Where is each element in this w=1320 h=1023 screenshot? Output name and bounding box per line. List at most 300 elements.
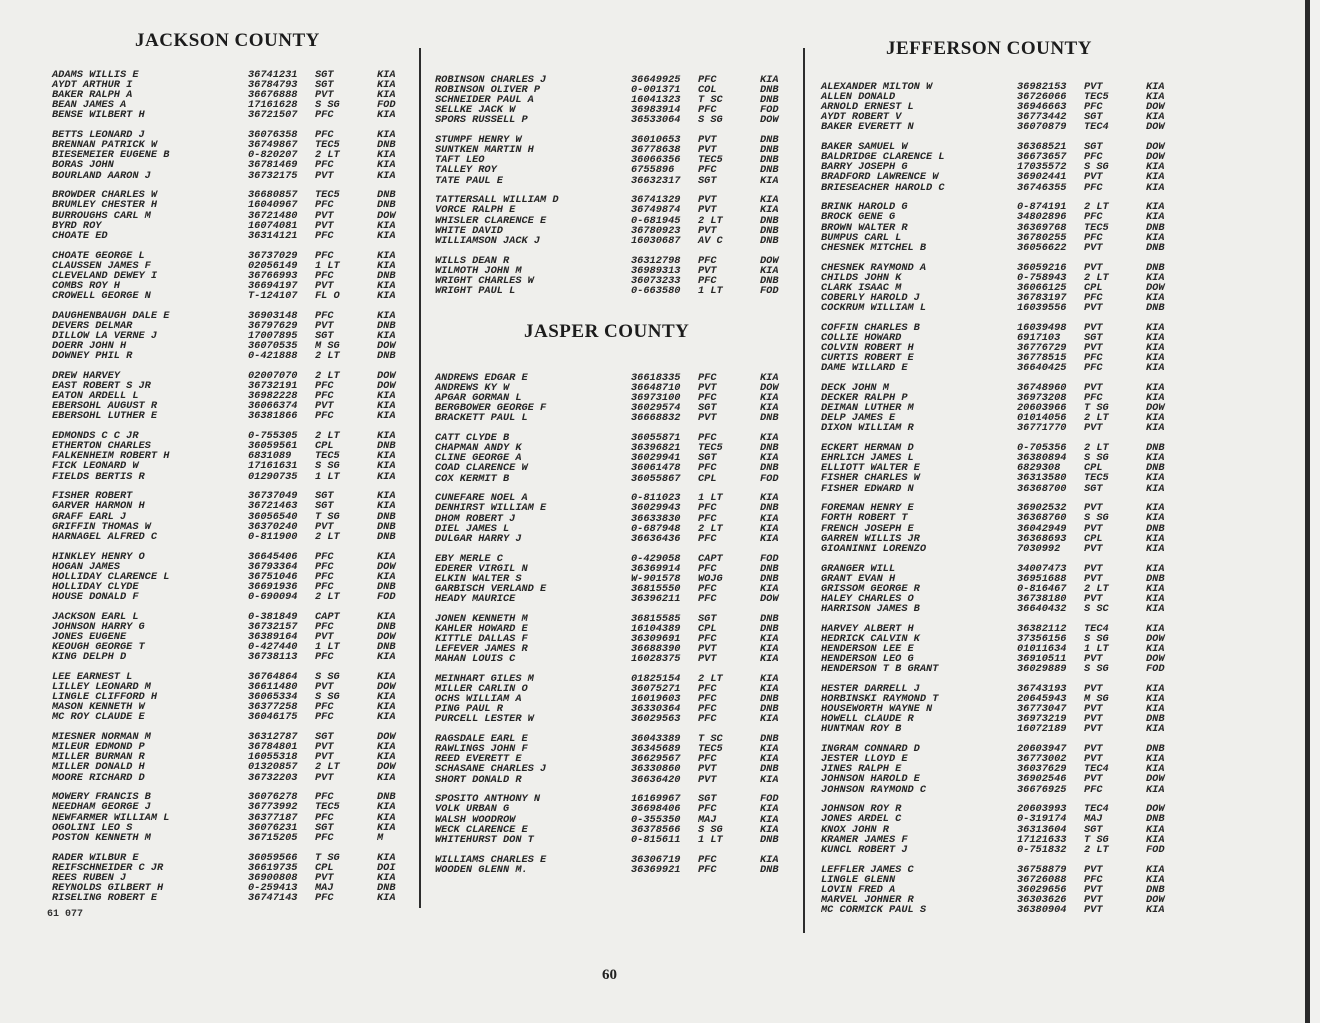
- status: KIA: [760, 372, 779, 384]
- status: DOW: [1146, 281, 1165, 294]
- status: KIA: [1146, 873, 1165, 886]
- status: DNB: [377, 881, 396, 894]
- rank: S SG: [315, 460, 340, 473]
- rank: PFC: [698, 863, 717, 876]
- soldier-name: SPORS RUSSELL P: [435, 114, 528, 127]
- status: KIA: [1146, 693, 1165, 706]
- serial-number: 36648710: [631, 382, 681, 395]
- soldier-name: KAHLER HOWARD E: [435, 622, 528, 635]
- rank: PVT: [1084, 341, 1103, 354]
- soldier-name: MILLER BURMAN R: [52, 751, 145, 764]
- soldier-name: HOLLIDAY CLYDE: [52, 580, 139, 593]
- rank: S SG: [1084, 161, 1109, 174]
- rank: S SG: [1084, 512, 1109, 525]
- rank: PFC: [315, 390, 334, 403]
- status: DNB: [1146, 221, 1165, 234]
- soldier-name: REES RUBEN J: [52, 871, 127, 884]
- serial-number: 36059561: [248, 440, 298, 453]
- serial-number: T-124107: [248, 289, 298, 302]
- serial-number: 36065334: [248, 691, 298, 704]
- rank: SGT: [698, 174, 717, 187]
- soldier-name: COX KERMIT B: [435, 472, 510, 485]
- soldier-name: DAME WILLARD E: [821, 362, 908, 375]
- rank: PFC: [698, 462, 717, 475]
- soldier-name: MILEUR EDMOND P: [52, 741, 145, 754]
- status: DOW: [760, 254, 779, 267]
- status: DOW: [377, 681, 396, 694]
- serial-number: 36778515: [1017, 352, 1067, 365]
- soldier-name: FIELDS BERTIS R: [52, 470, 145, 483]
- soldier-name: CHAPMAN ANDY K: [435, 442, 522, 455]
- serial-number: 0-663580: [631, 284, 681, 297]
- rank: PVT: [1084, 893, 1103, 906]
- soldier-name: DILLOW LA VERNE J: [52, 329, 158, 342]
- serial-number: 17161631: [248, 460, 298, 473]
- soldier-name: MC CORMICK PAUL S: [821, 903, 927, 916]
- rank: 2 LT: [315, 149, 340, 162]
- status: DNB: [1146, 301, 1165, 314]
- serial-number: 36738113: [248, 651, 298, 664]
- serial-number: 36766993: [248, 269, 298, 282]
- status: KIA: [1146, 703, 1165, 716]
- soldier-name: RISELING ROBERT E: [52, 891, 158, 904]
- soldier-name: JONES EUGENE: [52, 630, 127, 643]
- status: KIA: [760, 264, 779, 277]
- rank: PFC: [1084, 352, 1103, 365]
- serial-number: 36815550: [631, 582, 681, 595]
- serial-number: 36059216: [1017, 261, 1067, 274]
- status: DNB: [760, 703, 779, 716]
- status: KIA: [760, 632, 779, 645]
- rank: PFC: [1084, 181, 1103, 194]
- status: KIA: [377, 430, 396, 443]
- serial-number: 01011634: [1017, 642, 1067, 655]
- rank: PFC: [315, 711, 334, 724]
- serial-number: 36029889: [1017, 663, 1067, 676]
- soldier-name: BRADFORD LAWRENCE W: [821, 171, 939, 184]
- status: KIA: [1146, 642, 1165, 655]
- status: DNB: [760, 733, 779, 746]
- serial-number: 16039498: [1017, 321, 1067, 334]
- rank: PFC: [315, 620, 334, 633]
- rank: PVT: [1084, 683, 1103, 695]
- rank: PFC: [315, 580, 334, 593]
- rank: PFC: [698, 74, 717, 86]
- soldier-name: ETHERTON CHARLES: [52, 440, 151, 453]
- status: DNB: [1146, 462, 1165, 475]
- serial-number: 36784801: [248, 741, 298, 754]
- serial-number: 36632317: [631, 174, 681, 187]
- status: KIA: [760, 512, 779, 525]
- rank: PFC: [698, 693, 717, 706]
- status: DNB: [377, 350, 396, 363]
- rank: PFC: [698, 532, 717, 545]
- rank: TEC4: [1084, 763, 1109, 776]
- soldier-name: CATT CLYDE B: [435, 432, 510, 445]
- rank: PFC: [315, 410, 334, 423]
- rank: PVT: [1084, 773, 1103, 786]
- status: DNB: [760, 622, 779, 635]
- status: KIA: [377, 851, 396, 864]
- status: DOW: [1146, 402, 1165, 415]
- serial-number: 36611480: [248, 681, 298, 694]
- soldier-name: CLEVELAND DEWEY I: [52, 269, 158, 282]
- rank: PFC: [1084, 211, 1103, 224]
- serial-number: 36773047: [1017, 703, 1067, 716]
- serial-number: 36732175: [248, 169, 298, 182]
- soldier-name: COFFIN CHARLES B: [821, 321, 920, 334]
- status: FOD: [760, 552, 779, 565]
- status: DOW: [1146, 893, 1165, 906]
- serial-number: 36668832: [631, 412, 681, 425]
- serial-number: 36698406: [631, 803, 681, 816]
- status: KIA: [760, 813, 779, 826]
- rank: PVT: [1084, 562, 1103, 575]
- serial-number: 16104389: [631, 622, 681, 635]
- rank: PVT: [315, 279, 334, 292]
- soldier-name: EBY MERLE C: [435, 552, 503, 565]
- soldier-name: CHILDS JOHN K: [821, 271, 902, 284]
- soldier-name: WILLIAMSON JACK J: [435, 234, 541, 247]
- serial-number: 02056149: [248, 259, 298, 272]
- soldier-name: CHOATE GEORGE L: [52, 249, 145, 262]
- status: DNB: [760, 134, 779, 147]
- soldier-name: WRIGHT CHARLES W: [435, 274, 534, 287]
- status: KIA: [1146, 422, 1165, 435]
- status: DOW: [1146, 653, 1165, 666]
- soldier-name: MAHAN LOUIS C: [435, 653, 516, 666]
- soldier-name: COCKRUM WILLIAM L: [821, 301, 927, 314]
- rank: PVT: [315, 219, 334, 232]
- serial-number: 16055318: [248, 751, 298, 764]
- soldier-name: BEAN JAMES A: [52, 99, 127, 112]
- serial-number: 36010653: [631, 134, 681, 147]
- serial-number: 36029656: [1017, 883, 1067, 896]
- serial-number: 36640425: [1017, 362, 1067, 375]
- status: KIA: [377, 671, 396, 683]
- serial-number: 36618335: [631, 372, 681, 384]
- serial-number: 36758879: [1017, 863, 1067, 876]
- soldier-name: EBERSOHL LUTHER E: [52, 410, 158, 423]
- rank: SGT: [315, 731, 334, 744]
- serial-number: 36973219: [1017, 713, 1067, 726]
- soldier-name: SHORT DONALD R: [435, 773, 522, 786]
- rank: S SG: [1084, 452, 1109, 465]
- rank: 2 LT: [1084, 582, 1109, 595]
- status: DOW: [760, 114, 779, 127]
- rank: PVT: [1084, 743, 1103, 756]
- soldier-name: MOORE RICHARD D: [52, 771, 145, 784]
- rank: SGT: [315, 329, 334, 342]
- status: KIA: [377, 741, 396, 754]
- rank: CPL: [1084, 281, 1103, 294]
- soldier-name: AYDT ARTHUR I: [52, 79, 133, 92]
- serial-number: 36056622: [1017, 241, 1067, 254]
- soldier-name: ECKERT HERMAN D: [821, 442, 914, 455]
- rank: PFC: [1084, 783, 1103, 796]
- status: KIA: [377, 871, 396, 884]
- status: DNB: [377, 791, 396, 804]
- serial-number: 36902532: [1017, 502, 1067, 515]
- serial-number: 36797629: [248, 319, 298, 332]
- rank: CAPT: [698, 552, 723, 565]
- soldier-name: REYNOLDS GILBERT H: [52, 881, 164, 894]
- status: DNB: [760, 164, 779, 177]
- rank: 2 LT: [698, 673, 723, 685]
- soldier-name: HENDERSON LEE E: [821, 642, 914, 655]
- status: KIA: [760, 653, 779, 666]
- soldier-name: LILLEY LEONARD M: [52, 681, 151, 694]
- soldier-name: JESTER LLOYD E: [821, 753, 908, 766]
- soldier-name: VORCE RALPH E: [435, 204, 516, 217]
- status: KIA: [1146, 452, 1165, 465]
- rank: PFC: [1084, 151, 1103, 164]
- soldier-name: BALDRIDGE CLARENCE L: [821, 151, 945, 164]
- soldier-name: BRUMLEY CHESTER H: [52, 199, 158, 212]
- soldier-name: BROWN WALTER R: [821, 221, 908, 234]
- soldier-name: BERGBOWER GEORGE F: [435, 402, 547, 415]
- status: DNB: [377, 580, 396, 593]
- soldier-name: GRANT EVAN H: [821, 572, 896, 585]
- serial-number: 36676888: [248, 89, 298, 102]
- serial-number: W-901578: [631, 572, 681, 585]
- soldier-name: TATE PAUL E: [435, 174, 503, 187]
- serial-number: 36636436: [631, 532, 681, 545]
- rank: 1 LT: [315, 259, 340, 272]
- soldier-name: WECK CLARENCE E: [435, 823, 528, 836]
- serial-number: 36903148: [248, 309, 298, 322]
- status: KIA: [760, 492, 779, 505]
- soldier-name: ROBINSON OLIVER P: [435, 84, 541, 97]
- soldier-name: RAWLINGS JOHN F: [435, 743, 528, 756]
- soldier-name: CROWELL GEORGE N: [52, 289, 151, 302]
- serial-number: 36061478: [631, 462, 681, 475]
- serial-number: 36910511: [1017, 653, 1067, 666]
- serial-number: 36737049: [248, 490, 298, 503]
- serial-number: 36368760: [1017, 512, 1067, 525]
- serial-number: 36793364: [248, 560, 298, 573]
- rank: PFC: [1084, 231, 1103, 244]
- serial-number: 36636420: [631, 773, 681, 786]
- serial-number: 37356156: [1017, 632, 1067, 645]
- serial-number: 36721507: [248, 109, 298, 122]
- soldier-name: LINGLE CLIFFORD H: [52, 691, 158, 704]
- status: KIA: [760, 532, 779, 545]
- rank: CPL: [1084, 462, 1103, 475]
- rank: PVT: [315, 741, 334, 754]
- status: DNB: [377, 319, 396, 332]
- status: DNB: [760, 763, 779, 776]
- jefferson-county-title: JEFFERSON COUNTY: [886, 38, 1092, 59]
- rank: TEC4: [1084, 622, 1109, 635]
- soldier-name: HOUSEWORTH WAYNE N: [821, 703, 933, 716]
- serial-number: 0-319174: [1017, 813, 1067, 826]
- serial-number: 36059566: [248, 851, 298, 864]
- soldier-name: WOODEN GLENN M.: [435, 863, 528, 876]
- soldier-name: MC ROY CLAUDE E: [52, 711, 145, 724]
- soldier-name: EBERSOHL AUGUST R: [52, 400, 158, 413]
- rank: 2 LT: [315, 761, 340, 774]
- soldier-name: BROWDER CHARLES W: [52, 189, 158, 202]
- soldier-name: KNOX JOHN R: [821, 823, 889, 836]
- status: KIA: [1146, 331, 1165, 344]
- soldier-name: JONEN KENNETH M: [435, 612, 528, 625]
- soldier-name: ADAMS WILLIS E: [52, 69, 139, 81]
- rank: PVT: [1084, 241, 1103, 254]
- status: DNB: [1146, 442, 1165, 455]
- status: KIA: [377, 289, 396, 302]
- status: KIA: [377, 711, 396, 724]
- soldier-name: FOREMAN HENRY E: [821, 502, 914, 515]
- serial-number: 36029574: [631, 402, 681, 415]
- rank: TEC4: [1084, 803, 1109, 816]
- soldier-name: HARVEY ALBERT H: [821, 622, 914, 635]
- serial-number: 16169967: [631, 793, 681, 806]
- rank: PVT: [1084, 713, 1103, 726]
- status: KIA: [1146, 683, 1165, 695]
- status: KIA: [1146, 823, 1165, 836]
- soldier-name: TALLEY ROY: [435, 164, 497, 177]
- rank: PVT: [315, 169, 334, 182]
- rank: TEC4: [1084, 121, 1109, 134]
- page-number: 60: [602, 967, 617, 983]
- serial-number: 36784793: [248, 79, 298, 92]
- serial-number: 6917103: [1017, 331, 1061, 344]
- serial-number: 01320857: [248, 761, 298, 774]
- soldier-name: BRENNAN PATRICK W: [52, 139, 158, 152]
- status: DNB: [1146, 883, 1165, 896]
- rank: SGT: [315, 79, 334, 92]
- serial-number: 17007895: [248, 329, 298, 342]
- rank: 2 LT: [315, 430, 340, 443]
- serial-number: 0-755305: [248, 430, 298, 443]
- status: KIA: [377, 309, 396, 322]
- status: DNB: [377, 189, 396, 202]
- serial-number: 01290735: [248, 470, 298, 483]
- status: KIA: [377, 751, 396, 764]
- soldier-name: GARREN WILLIS JR: [821, 532, 920, 545]
- soldier-name: CHESNEK RAYMOND A: [821, 261, 927, 274]
- soldier-name: AYDT ROBERT V: [821, 111, 902, 124]
- status: KIA: [760, 753, 779, 766]
- status: DNB: [760, 94, 779, 107]
- rank: CPL: [698, 622, 717, 635]
- serial-number: 36737029: [248, 249, 298, 262]
- rank: CPL: [1084, 532, 1103, 545]
- serial-number: 36380904: [1017, 903, 1067, 916]
- status: KIA: [760, 174, 779, 187]
- status: DOW: [377, 761, 396, 774]
- status: DNB: [760, 442, 779, 455]
- soldier-name: BRACKETT PAUL L: [435, 412, 528, 425]
- serial-number: 0-811023: [631, 492, 681, 505]
- rank: SGT: [698, 793, 717, 806]
- rank: TEC5: [315, 801, 340, 814]
- rank: PVT: [1084, 522, 1103, 535]
- rank: T SG: [1084, 402, 1109, 415]
- rank: PFC: [698, 164, 717, 177]
- rank: TEC5: [1084, 91, 1109, 104]
- serial-number: 17035572: [1017, 161, 1067, 174]
- rank: SGT: [698, 612, 717, 625]
- rank: AV C: [698, 234, 723, 247]
- soldier-name: LEFEVER JAMES R: [435, 643, 528, 656]
- status: KIA: [377, 229, 396, 242]
- serial-number: 36330364: [631, 703, 681, 716]
- rank: S SG: [315, 691, 340, 704]
- serial-number: 0-001371: [631, 84, 681, 97]
- rank: PFC: [315, 109, 334, 122]
- status: KIA: [377, 550, 396, 563]
- status: KIA: [760, 194, 779, 207]
- rank: 1 LT: [315, 470, 340, 483]
- serial-number: 16041323: [631, 94, 681, 107]
- status: DOW: [377, 560, 396, 573]
- soldier-name: MIESNER NORMAN M: [52, 731, 151, 744]
- serial-number: 36314121: [248, 229, 298, 242]
- serial-number: 0-355350: [631, 813, 681, 826]
- rank: T SG: [315, 510, 340, 523]
- serial-number: 36645406: [248, 550, 298, 563]
- serial-number: 36783197: [1017, 291, 1067, 304]
- rank: 2 LT: [1084, 201, 1109, 214]
- soldier-name: DELP JAMES E: [821, 412, 896, 425]
- serial-number: 36780923: [631, 224, 681, 237]
- status: DNB: [377, 440, 396, 453]
- soldier-name: BAKER EVERETT N: [821, 121, 914, 134]
- soldier-name: DOERR JOHN H: [52, 340, 127, 353]
- rank: CAPT: [315, 610, 340, 623]
- soldier-name: SPOSITO ANTHONY N: [435, 793, 541, 806]
- rank: PVT: [1084, 382, 1103, 394]
- serial-number: 36741231: [248, 69, 298, 81]
- rank: T SC: [698, 733, 723, 746]
- serial-number: 36771770: [1017, 422, 1067, 435]
- rank: 2 LT: [315, 590, 340, 603]
- serial-number: 36306719: [631, 853, 681, 866]
- soldier-name: LOVIN FRED A: [821, 883, 896, 896]
- serial-number: 36748960: [1017, 382, 1067, 394]
- soldier-name: ROBINSON CHARLES J: [435, 74, 547, 86]
- serial-number: 0-705356: [1017, 442, 1067, 455]
- soldier-name: RAGSDALE EARL E: [435, 733, 528, 746]
- soldier-name: NEWFARMER WILLIAM L: [52, 811, 170, 824]
- serial-number: 36902546: [1017, 773, 1067, 786]
- status: DNB: [377, 199, 396, 212]
- rank: 1 LT: [315, 641, 340, 654]
- soldier-name: ELKIN WALTER S: [435, 572, 522, 585]
- soldier-name: BETTS LEONARD J: [52, 129, 145, 142]
- serial-number: 36377187: [248, 811, 298, 824]
- rank: M SG: [1084, 693, 1109, 706]
- soldier-name: DEVERS DELMAR: [52, 319, 133, 332]
- soldier-name: VOLK URBAN G: [435, 803, 510, 816]
- status: DOW: [377, 340, 396, 353]
- jasper-county-title: JASPER COUNTY: [524, 321, 690, 342]
- serial-number: 6831089: [248, 450, 292, 463]
- rank: PVT: [1084, 81, 1103, 93]
- serial-number: 16074081: [248, 219, 298, 232]
- serial-number: 36747143: [248, 891, 298, 904]
- column-divider-right: [803, 48, 805, 933]
- status: KIA: [760, 582, 779, 595]
- status: DNB: [760, 693, 779, 706]
- status: DOW: [1146, 632, 1165, 645]
- serial-number: 36680857: [248, 189, 298, 202]
- rank: PVT: [698, 412, 717, 425]
- status: DNB: [760, 214, 779, 227]
- rank: PVT: [315, 209, 334, 222]
